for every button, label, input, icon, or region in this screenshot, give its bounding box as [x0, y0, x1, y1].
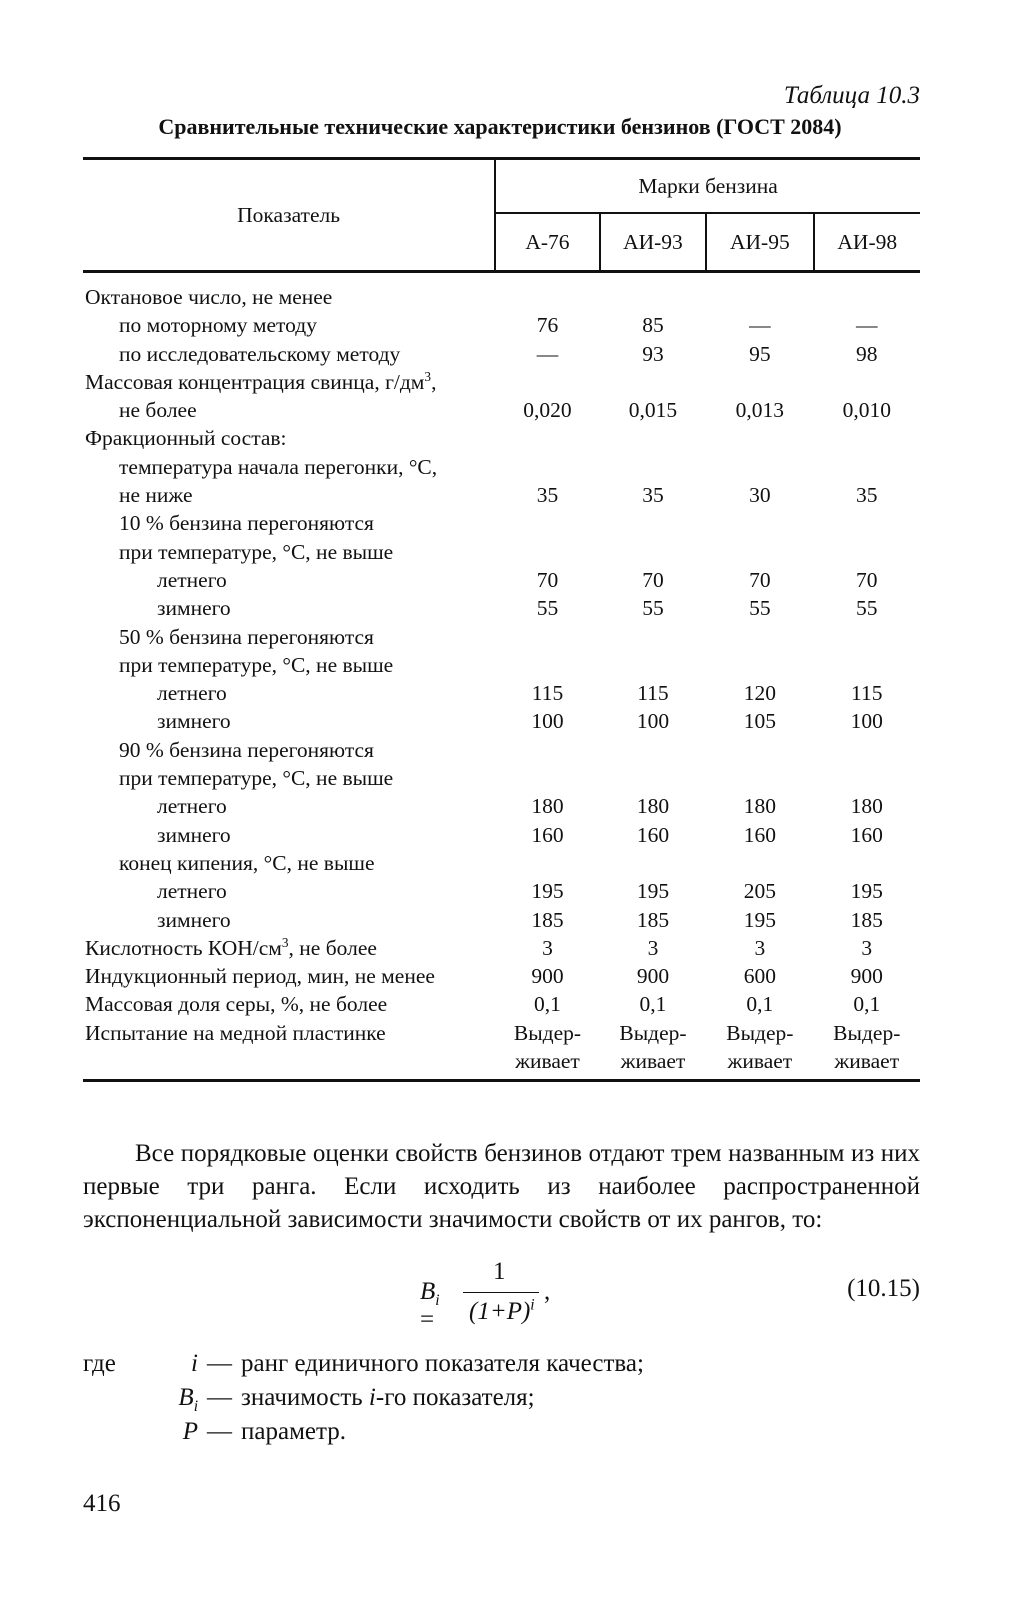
header-group: Марки бензина	[495, 159, 920, 214]
table-cell: 195	[743, 907, 776, 932]
formula-lhs	[420, 1278, 440, 1334]
table-row	[83, 821, 920, 849]
row-label-text: Октановое число, не менее	[85, 285, 333, 309]
row-label-text: 10 % бензина перегоняются	[119, 511, 374, 536]
table-cell	[814, 849, 920, 877]
row-label-text: зимнего	[157, 822, 231, 847]
where-symbol-b-text: B	[178, 1384, 194, 1411]
row-label	[83, 962, 495, 990]
table-cell: —	[856, 313, 878, 338]
table-cell: 0,020	[523, 398, 572, 423]
body-paragraph: Все порядковые оценки свойств бензинов отдают трем названным из них первые три ранга. Если исходить из наиболее распространенной экспоненциальной зависимости значимости свойств от их рангов, то:	[83, 1140, 920, 1233]
equation-number: (10.15)	[847, 1275, 920, 1302]
table-cell: 900	[531, 964, 564, 989]
table-cell: 205	[743, 879, 776, 904]
table-cell: 76	[536, 313, 559, 338]
where-text-2-pre: значимость	[241, 1384, 369, 1411]
row-label-text: летнего	[157, 567, 227, 592]
table-row	[83, 736, 920, 764]
where-dash-1: —	[207, 1350, 232, 1377]
table-body	[83, 272, 920, 1081]
row-label-text: не ниже	[119, 483, 193, 508]
table-caption: Таблица 10.3	[783, 82, 920, 109]
row-label	[83, 566, 495, 594]
page-number: 416	[83, 1490, 121, 1517]
table-cell: 100	[636, 709, 670, 734]
table-cell: Выдер-	[619, 1020, 687, 1045]
where-symbol-i-text: i	[191, 1350, 198, 1377]
row-label-text: Испытание на медной пластинке	[85, 1020, 386, 1045]
table-cell	[495, 764, 600, 792]
table-cell	[706, 764, 813, 792]
header-brand-ai98: АИ-98	[814, 213, 920, 272]
table-cell: 195	[850, 879, 883, 904]
table-cell: 160	[743, 822, 776, 847]
table-cell: 85	[642, 313, 664, 338]
formula-denominator-base: (1+P)	[469, 1298, 531, 1325]
header-brand-a76: А-76	[495, 213, 600, 272]
row-label-text: Массовая доля серы, %, не более	[85, 992, 388, 1017]
table-row	[83, 396, 920, 424]
row-label	[83, 792, 495, 820]
where-text-1: ранг единичного показателя качества;	[241, 1350, 644, 1377]
where-text-2-post: -го показателя;	[375, 1384, 535, 1411]
row-label	[83, 594, 495, 622]
row-label	[83, 849, 495, 877]
table-cell	[814, 453, 920, 481]
where-dash-3: —	[207, 1418, 232, 1445]
table-cell: 55	[856, 596, 878, 621]
table-cell	[600, 424, 706, 452]
row-label	[83, 368, 495, 396]
table-cell	[600, 623, 706, 651]
table-cell	[495, 453, 600, 481]
table-cell	[814, 651, 920, 679]
row-label-text: по исследовательскому методу	[119, 341, 401, 366]
row-label-text: не более	[119, 398, 197, 423]
formula-numerator: 1	[493, 1258, 506, 1285]
table-cell: живает	[495, 1047, 600, 1081]
table-cell: 70	[856, 567, 878, 592]
where-block	[83, 1350, 923, 1460]
table-row	[83, 707, 920, 735]
table-cell: 35	[536, 483, 559, 508]
table-cell: 3	[542, 935, 553, 960]
table-row	[83, 679, 920, 707]
table-cell	[600, 272, 706, 312]
row-label	[83, 877, 495, 905]
row-label-text: 90 % бензина перегоняются	[119, 737, 374, 762]
table-cell: —	[749, 313, 771, 338]
table-cell: 180	[743, 794, 776, 819]
row-label	[83, 396, 495, 424]
table-cell: 70	[749, 567, 771, 592]
row-label-text: летнего	[157, 681, 227, 706]
row-label-text: Индукционный период, мин, не менее	[85, 964, 435, 989]
table-cell: 120	[743, 681, 776, 706]
where-dash-2: —	[207, 1384, 232, 1411]
table-cell: 30	[749, 483, 771, 508]
table-cell: 35	[642, 483, 664, 508]
row-label	[83, 736, 495, 764]
table-cell	[706, 623, 813, 651]
table-row	[83, 368, 920, 396]
table-cell: 180	[850, 794, 883, 819]
formula-fraction-bar	[463, 1292, 539, 1293]
table-cell: 100	[850, 709, 883, 734]
table-cell: 900	[850, 964, 883, 989]
table-cell	[706, 509, 813, 537]
where-symbol-p	[158, 1418, 198, 1446]
table-cell: 3	[861, 935, 873, 960]
table-cell	[706, 453, 813, 481]
table-row	[83, 311, 920, 339]
table-cell: 0,1	[746, 992, 774, 1017]
table-cell	[495, 538, 600, 566]
row-label-text: температура начала перегонки, °С,	[119, 454, 438, 479]
row-label-text: зимнего	[157, 709, 231, 734]
header-brand-ai95: АИ-95	[706, 213, 813, 272]
header-param: Показатель	[83, 159, 495, 272]
row-label	[83, 679, 495, 707]
table-cell	[814, 368, 920, 396]
table-cell: 185	[531, 907, 564, 932]
row-label	[83, 538, 495, 566]
table-cell	[706, 651, 813, 679]
table-title: Сравнительные технические характеристики бензинов (ГОСТ 2084)	[158, 114, 842, 139]
table-cell: 100	[531, 709, 564, 734]
table-cell: 900	[636, 964, 670, 989]
where-symbol-p-text: P	[182, 1418, 198, 1445]
table-cell	[495, 424, 600, 452]
table-cell: 180	[531, 794, 564, 819]
table-cell: 70	[642, 567, 664, 592]
row-label	[83, 990, 495, 1018]
table-cell: 3	[754, 935, 766, 960]
table-cell	[814, 424, 920, 452]
formula-lhs-subscript: i	[435, 1292, 440, 1309]
table-cell: 55	[749, 596, 771, 621]
table-cell: живает	[706, 1047, 813, 1081]
formula-denominator-exponent: i	[530, 1296, 535, 1314]
gasoline-specs-table	[83, 157, 920, 1082]
table-cell: 0,013	[735, 398, 785, 423]
row-label	[83, 934, 495, 962]
table-row	[83, 272, 920, 312]
row-label-text: Массовая концентрация свинца, г/дм	[85, 369, 425, 394]
formula-comma: ,	[544, 1278, 551, 1305]
where-text-3: параметр.	[241, 1418, 346, 1445]
table-row	[83, 566, 920, 594]
table-row	[83, 877, 920, 905]
table-cell	[600, 651, 706, 679]
where-symbol-b-sub: i	[193, 1398, 198, 1415]
table-cell	[706, 538, 813, 566]
row-label	[83, 311, 495, 339]
table-cell	[600, 849, 706, 877]
table-row	[83, 424, 920, 452]
row-label-superscript: 3	[281, 934, 289, 950]
table-cell: 0,1	[853, 992, 881, 1017]
formula-denominator	[469, 1298, 535, 1326]
table-cell: 160	[531, 822, 564, 847]
table-cell	[814, 538, 920, 566]
row-label-text: при температуре, °С, не выше	[119, 766, 394, 791]
row-label-text: летнего	[157, 794, 227, 819]
table-cell	[814, 623, 920, 651]
table-cell: 105	[743, 709, 776, 734]
table-cell	[495, 368, 600, 396]
table-cell	[495, 736, 600, 764]
table-cell	[814, 509, 920, 537]
row-label-text: по моторному методу	[119, 313, 317, 338]
table-cell: 0,010	[842, 398, 891, 423]
table-row	[83, 849, 920, 877]
table-cell	[600, 368, 706, 396]
row-label	[83, 764, 495, 792]
row-label	[83, 821, 495, 849]
table-cell	[495, 651, 600, 679]
row-label	[83, 340, 495, 368]
table-cell: 160	[850, 822, 883, 847]
where-text-2	[241, 1384, 535, 1412]
table-row	[83, 481, 920, 509]
table-cell	[814, 736, 920, 764]
table-cell: живает	[814, 1047, 920, 1081]
formula-equals: =	[420, 1306, 435, 1333]
row-label-text: летнего	[157, 879, 227, 904]
where-symbol-i	[158, 1350, 198, 1378]
table-cell: 0,015	[628, 398, 678, 423]
table-row	[83, 1019, 920, 1047]
table-cell	[600, 509, 706, 537]
table-row	[83, 340, 920, 368]
table-cell: 115	[851, 681, 883, 706]
table-cell: 0,1	[534, 992, 561, 1017]
table-cell	[495, 509, 600, 537]
table-row	[83, 651, 920, 679]
row-label-text: зимнего	[157, 907, 231, 932]
table-cell	[706, 736, 813, 764]
table-cell: 195	[636, 879, 670, 904]
row-label	[83, 509, 495, 537]
table-row	[83, 594, 920, 622]
table-cell: 115	[637, 681, 669, 706]
table-cell: 3	[647, 935, 659, 960]
table-cell: 55	[642, 596, 664, 621]
table-cell: 0,1	[639, 992, 667, 1017]
table-row	[83, 906, 920, 934]
table-cell: Выдер-	[726, 1020, 794, 1045]
table-cell	[600, 736, 706, 764]
table-row	[83, 509, 920, 537]
table-row	[83, 538, 920, 566]
table-row	[83, 934, 920, 962]
row-label-text: при температуре, °С, не выше	[119, 539, 394, 564]
row-label	[83, 453, 495, 481]
table-cell	[495, 623, 600, 651]
row-label-text: Кислотность КОН/см	[85, 935, 282, 960]
table-cell: 70	[536, 567, 559, 592]
row-label-text: 50 % бензина перегоняются	[119, 624, 374, 649]
table-cell: 600	[743, 964, 776, 989]
table-cell	[600, 453, 706, 481]
table-row	[83, 453, 920, 481]
table-cell	[706, 424, 813, 452]
where-text-2-italic: i	[368, 1384, 376, 1411]
table-cell: —	[536, 341, 559, 366]
header-brand-ai93: АИ-93	[600, 213, 706, 272]
table-row	[83, 962, 920, 990]
table-cell	[495, 272, 600, 312]
table-cell: 180	[636, 794, 670, 819]
row-label-text: Фракционный состав:	[85, 426, 287, 451]
table-row	[83, 764, 920, 792]
table-row	[83, 1047, 920, 1081]
table-cell	[706, 368, 813, 396]
row-label	[83, 623, 495, 651]
where-word: где	[83, 1350, 116, 1377]
formula-lhs-symbol: B	[420, 1278, 436, 1305]
row-label-tail: ,	[431, 369, 437, 394]
table-cell: Выдер-	[833, 1020, 901, 1045]
row-label-tail: , не более	[288, 935, 377, 960]
table-cell	[495, 849, 600, 877]
table-cell: Выдер-	[513, 1020, 582, 1045]
row-label-superscript: 3	[424, 368, 432, 384]
row-label	[83, 1019, 495, 1047]
table-cell: живает	[600, 1047, 706, 1081]
row-label	[83, 481, 495, 509]
table-cell	[814, 272, 920, 312]
table-cell	[600, 538, 706, 566]
table-row	[83, 792, 920, 820]
row-label	[83, 1047, 495, 1081]
table-cell	[706, 272, 813, 312]
table-cell	[814, 764, 920, 792]
row-label	[83, 424, 495, 452]
table-cell: 98	[856, 341, 878, 366]
table-cell: 195	[531, 879, 564, 904]
table-cell: 185	[636, 907, 670, 932]
table-cell: 95	[749, 341, 771, 366]
table-cell: 35	[856, 483, 878, 508]
row-label	[83, 651, 495, 679]
table-row	[83, 990, 920, 1018]
table-cell: 185	[850, 907, 883, 932]
row-label	[83, 707, 495, 735]
row-label-text: конец кипения, °С, не выше	[119, 850, 375, 875]
table-cell: 115	[531, 681, 564, 706]
table-cell: 93	[642, 341, 664, 366]
table-cell: 55	[536, 596, 559, 621]
table-cell	[706, 849, 813, 877]
row-label	[83, 906, 495, 934]
table-cell	[600, 764, 706, 792]
where-symbol-b	[158, 1384, 198, 1415]
row-label-text: при температуре, °С, не выше	[119, 652, 394, 677]
row-label-text: зимнего	[157, 596, 231, 621]
table-cell: 160	[636, 822, 670, 847]
table-row	[83, 623, 920, 651]
row-label	[83, 272, 495, 312]
